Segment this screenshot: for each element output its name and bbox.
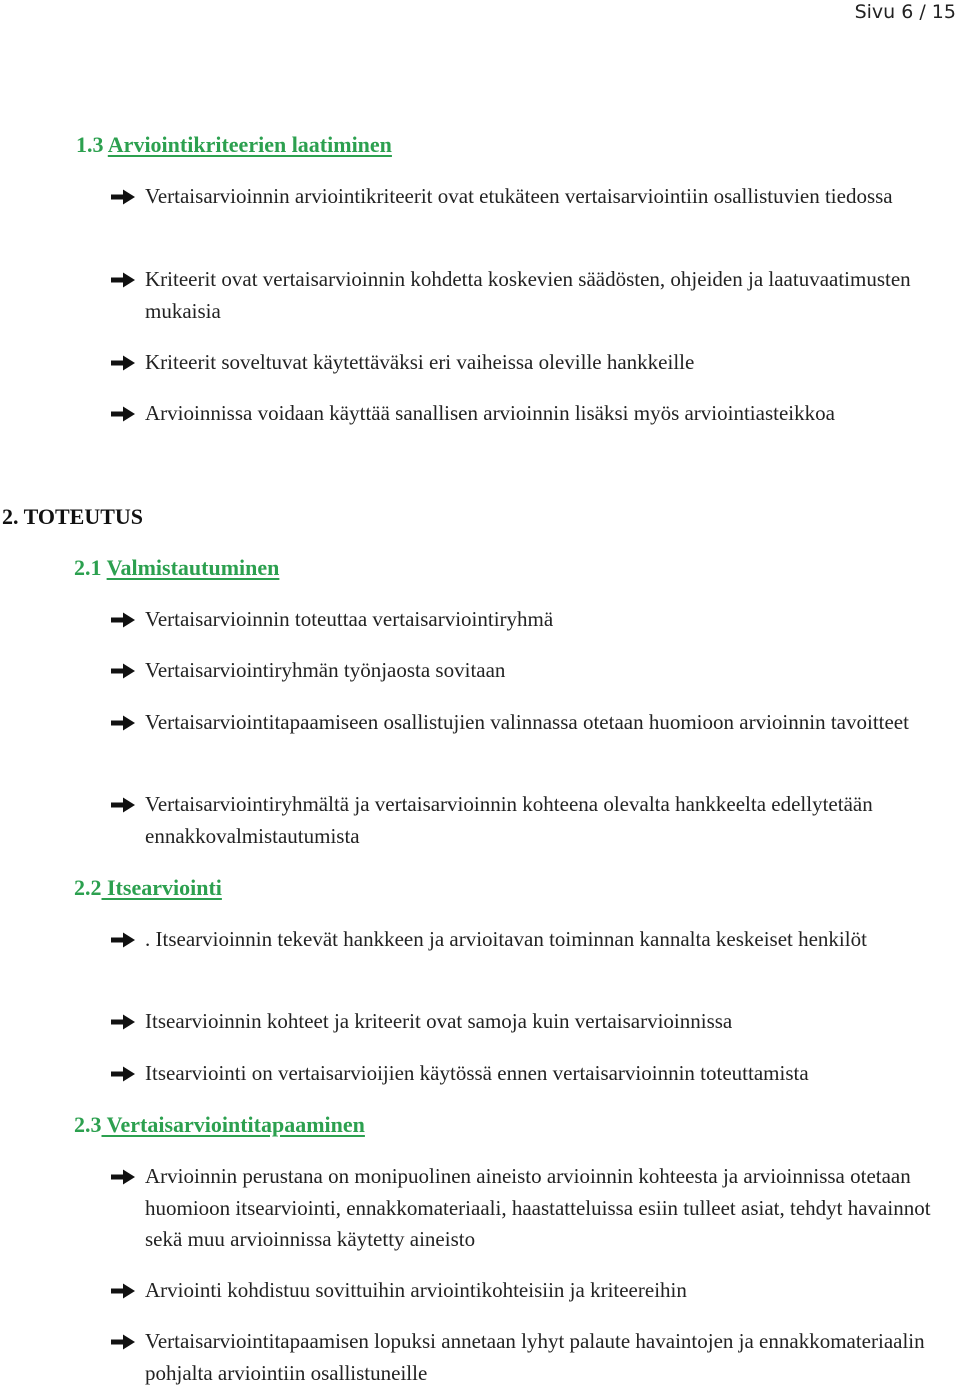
list-item-text: Itsearviointi on vertaisarvioijien käytössä ennen vertaisarvioinnin toteuttamista <box>145 1061 809 1085</box>
section-title: Vertaisarviointitapaaminen <box>101 1112 365 1137</box>
section-heading-2-2 <box>74 874 222 902</box>
list-item <box>110 924 950 956</box>
list-item <box>110 1058 950 1090</box>
list-item-text: Arviointi kohdistuu sovittuihin arviointikohteisiin ja kriteereihin <box>145 1278 687 1302</box>
list-item <box>110 347 950 379</box>
arrow-right-icon <box>110 931 136 949</box>
arrow-right-icon <box>110 1168 136 1186</box>
page-number: Sivu 6 / 15 <box>854 1 956 23</box>
list-item-text: Vertaisarviointitapaamisen lopuksi annetaan lyhyt palaute havaintojen ja ennakkomateriaalin pohjalta arviointiin osallistuneille <box>145 1329 925 1385</box>
list-item-text: Itsearvioinnin kohteet ja kriteerit ovat samoja kuin vertaisarvioinnissa <box>145 1009 733 1033</box>
section-title: Arviointikriteerien laatiminen <box>107 132 392 157</box>
section-number: 2.2 <box>74 875 102 900</box>
section-title: TOTEUTUS <box>23 504 144 529</box>
list-item <box>110 789 950 852</box>
list-item-text: Arvioinnin perustana on monipuolinen aineisto arvioinnin kohteesta ja arvioinnissa otetaan huomioon itsearviointi, ennakkomateriaali, haastatteluissa esiin tulleet asiat, tehdyt havainnot sekä muu arvioinnissa käytetty aineisto <box>145 1164 931 1251</box>
section-number: 1.3 <box>76 132 108 157</box>
section-heading-2-1 <box>74 554 279 582</box>
arrow-right-icon <box>110 1065 136 1083</box>
list-item-text: . Itsearvioinnin tekevät hankkeen ja arvioitavan toiminnan kannalta keskeiset henkilöt <box>145 927 867 951</box>
section-number: 2. <box>2 504 24 529</box>
list-item <box>110 707 950 739</box>
arrow-right-icon <box>110 1333 136 1351</box>
section-number: 2.1 <box>74 555 107 580</box>
section-number: 2.3 <box>74 1112 102 1137</box>
list-item-text: Vertaisarviointiryhmän työnjaosta sovitaan <box>145 658 506 682</box>
arrow-right-icon <box>110 1282 136 1300</box>
section-heading-2-3 <box>74 1111 365 1139</box>
arrow-right-icon <box>110 611 136 629</box>
list-item <box>110 1275 950 1307</box>
section-heading-1-3 <box>76 131 392 159</box>
arrow-right-icon <box>110 354 136 372</box>
arrow-right-icon <box>110 796 136 814</box>
list-item <box>110 604 950 636</box>
arrow-right-icon <box>110 662 136 680</box>
list-item <box>110 264 950 327</box>
list-item <box>110 1161 950 1256</box>
list-item-text: Kriteerit soveltuvat käytettäväksi eri vaiheissa oleville hankkeille <box>145 350 695 374</box>
arrow-right-icon <box>110 188 136 206</box>
list-item-text: Vertaisarviointitapaamiseen osallistujien valinnassa otetaan huomioon arvioinnin tavoitteet <box>145 710 909 734</box>
arrow-right-icon <box>110 271 136 289</box>
arrow-right-icon <box>110 1013 136 1031</box>
list-item-text: Vertaisarvioinnin arviointikriteerit ovat etukäteen vertaisarviointiin osallistuvien tiedossa <box>145 184 893 208</box>
list-item <box>110 1006 950 1038</box>
section-title: Valmistautuminen <box>106 555 280 580</box>
list-item <box>110 1326 950 1389</box>
arrow-right-icon <box>110 714 136 732</box>
arrow-right-icon <box>110 405 136 423</box>
list-item-text: Arvioinnissa voidaan käyttää sanallisen arvioinnin lisäksi myös arviointiasteikkoa <box>145 401 835 425</box>
list-item-text: Kriteerit ovat vertaisarvioinnin kohdetta koskevien säädösten, ohjeiden ja laatuvaatimusten mukaisia <box>145 267 911 323</box>
section-title: Itsearviointi <box>101 875 222 900</box>
list-item-text: Vertaisarviointiryhmältä ja vertaisarvioinnin kohteena olevalta hankkeelta edellytetään ennakkovalmistautumista <box>145 792 873 848</box>
list-item <box>110 181 950 213</box>
list-item <box>110 398 950 430</box>
list-item <box>110 655 950 687</box>
list-item-text: Vertaisarvioinnin toteuttaa vertaisarviointiryhmä <box>145 607 554 631</box>
section-heading-2 <box>2 503 143 531</box>
